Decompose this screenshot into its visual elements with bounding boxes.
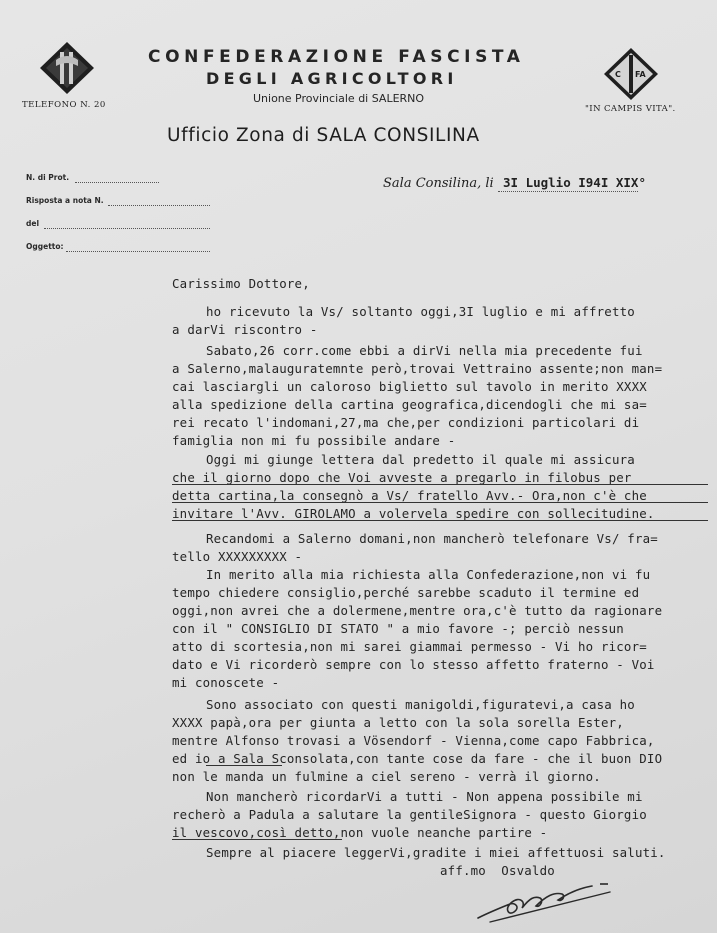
org-name-line2: DEGLI AGRICOLTORI bbox=[206, 69, 458, 88]
body-line: invitare l'Avv. GIROLAMO a volervela spedire con sollecitudine. bbox=[172, 506, 655, 521]
underline bbox=[172, 502, 708, 503]
org-name-line1: CONFEDERAZIONE FASCISTA bbox=[148, 47, 525, 67]
body-line: mi conoscete - bbox=[172, 675, 280, 690]
body-line: atto di scortesia,non mi sarei giammai permesso - Vi ho ricor= bbox=[172, 639, 647, 654]
body-line: tello XXXXXXXXX - bbox=[172, 549, 303, 564]
body-line: a Salerno,malauguratemnte però,trovai Vettraino assente;non man= bbox=[172, 361, 663, 376]
place: Sala Consilina, li bbox=[383, 176, 494, 191]
svg-text:FA: FA bbox=[635, 70, 646, 79]
underline bbox=[206, 765, 282, 766]
oggetto-field bbox=[66, 251, 210, 252]
body-line: detta cartina,la consegnò a Vs/ fratello Avv.- Ora,non c'è che bbox=[172, 488, 647, 503]
body-line: ed io a Sala Sconsolata,con tante cose da fare - che il buon DIO bbox=[172, 751, 663, 766]
risposta-field bbox=[108, 205, 210, 206]
body-line: XXXX papà,ora per giunta a letto con la sola sorella Ester, bbox=[172, 715, 624, 730]
letter-date: 3I Luglio I94I XIX° bbox=[503, 175, 646, 190]
closing-line: Sempre al piacere leggerVi,gradite i miei affettuosi saluti. bbox=[206, 845, 666, 860]
closing-signoff: aff.mo Osvaldo bbox=[440, 863, 555, 878]
body-line: cai lasciargli un caloroso biglietto sul tavolo in merito XXXX bbox=[172, 379, 647, 394]
office-title: Ufficio Zona di SALA CONSILINA bbox=[167, 125, 480, 146]
body-line: non le manda un fulmine a ciel sereno - verrà il giorno. bbox=[172, 769, 601, 784]
body-line: ho ricevuto la Vs/ soltanto oggi,3I luglio e mi affretto bbox=[206, 304, 635, 319]
prot-field bbox=[75, 182, 159, 183]
org-unit: Unione Provinciale di SALERNO bbox=[253, 92, 425, 105]
fasces-emblem-right-icon bbox=[602, 46, 660, 102]
fasces-emblem-left-icon bbox=[38, 40, 96, 96]
date-dotted-line bbox=[498, 191, 638, 192]
phone-number: TELEFONO N. 20 bbox=[22, 100, 106, 110]
del-field bbox=[44, 228, 210, 229]
body-line: recherò a Padula a salutare la gentileSignora - questo Giorgio bbox=[172, 807, 647, 822]
body-line: Oggi mi giunge lettera dal predetto il quale mi assicura bbox=[206, 452, 635, 467]
body-line: a darVi riscontro - bbox=[172, 322, 318, 337]
body-line: il vescovo,così detto,non vuole neanche partire - bbox=[172, 825, 548, 840]
body-line: dato e Vi ricorderò sempre con lo stesso affetto fraterno - Voi bbox=[172, 657, 655, 672]
body-line: mentre Alfonso trovasi a Vösendorf - Vienna,come capo Fabbrica, bbox=[172, 733, 655, 748]
body-line: con il " CONSIGLIO DI STATO " a mio favore -; perciò nessun bbox=[172, 621, 624, 636]
salutation: Carissimo Dottore, bbox=[172, 276, 310, 291]
body-line: Sono associato con questi manigoldi,figuratevi,a casa ho bbox=[206, 697, 635, 712]
svg-text:C: C bbox=[615, 70, 621, 79]
motto: "IN CAMPIS VITA". bbox=[585, 104, 676, 114]
body-line: oggi,non avrei che a dolermene,mentre ora,c'è tutto da ragionare bbox=[172, 603, 663, 618]
underline bbox=[172, 484, 708, 485]
body-line: che il giorno dopo che Voi avveste a pregarlo in filobus per bbox=[172, 470, 632, 485]
body-line: tempo chiedere consiglio,perché sarebbe scaduto il termine ed bbox=[172, 585, 640, 600]
body-line: rei recato l'indomani,27,ma che,per condizioni particolari di bbox=[172, 415, 640, 430]
body-line: Sabato,26 corr.come ebbi a dirVi nella mia precedente fui bbox=[206, 343, 643, 358]
body-line: famiglia non mi fu possibile andare - bbox=[172, 433, 456, 448]
body-line: alla spedizione della cartina geografica,dicendogli che mi sa= bbox=[172, 397, 647, 412]
risposta-label: Risposta a nota N. bbox=[26, 196, 104, 205]
body-line: In merito alla mia richiesta alla Confederazione,non vi fu bbox=[206, 567, 651, 582]
underline bbox=[172, 839, 342, 840]
body-line: Recandomi a Salerno domani,non mancherò telefonare Vs/ fra= bbox=[206, 531, 658, 546]
handwritten-signature-icon bbox=[470, 868, 630, 928]
oggetto-label: Oggetto: bbox=[26, 242, 64, 251]
body-line: Non mancherò ricordarVi a tutti - Non appena possibile mi bbox=[206, 789, 643, 804]
underline bbox=[172, 520, 708, 521]
prot-label: N. di Prot. bbox=[26, 173, 70, 182]
del-label: del bbox=[26, 219, 40, 228]
